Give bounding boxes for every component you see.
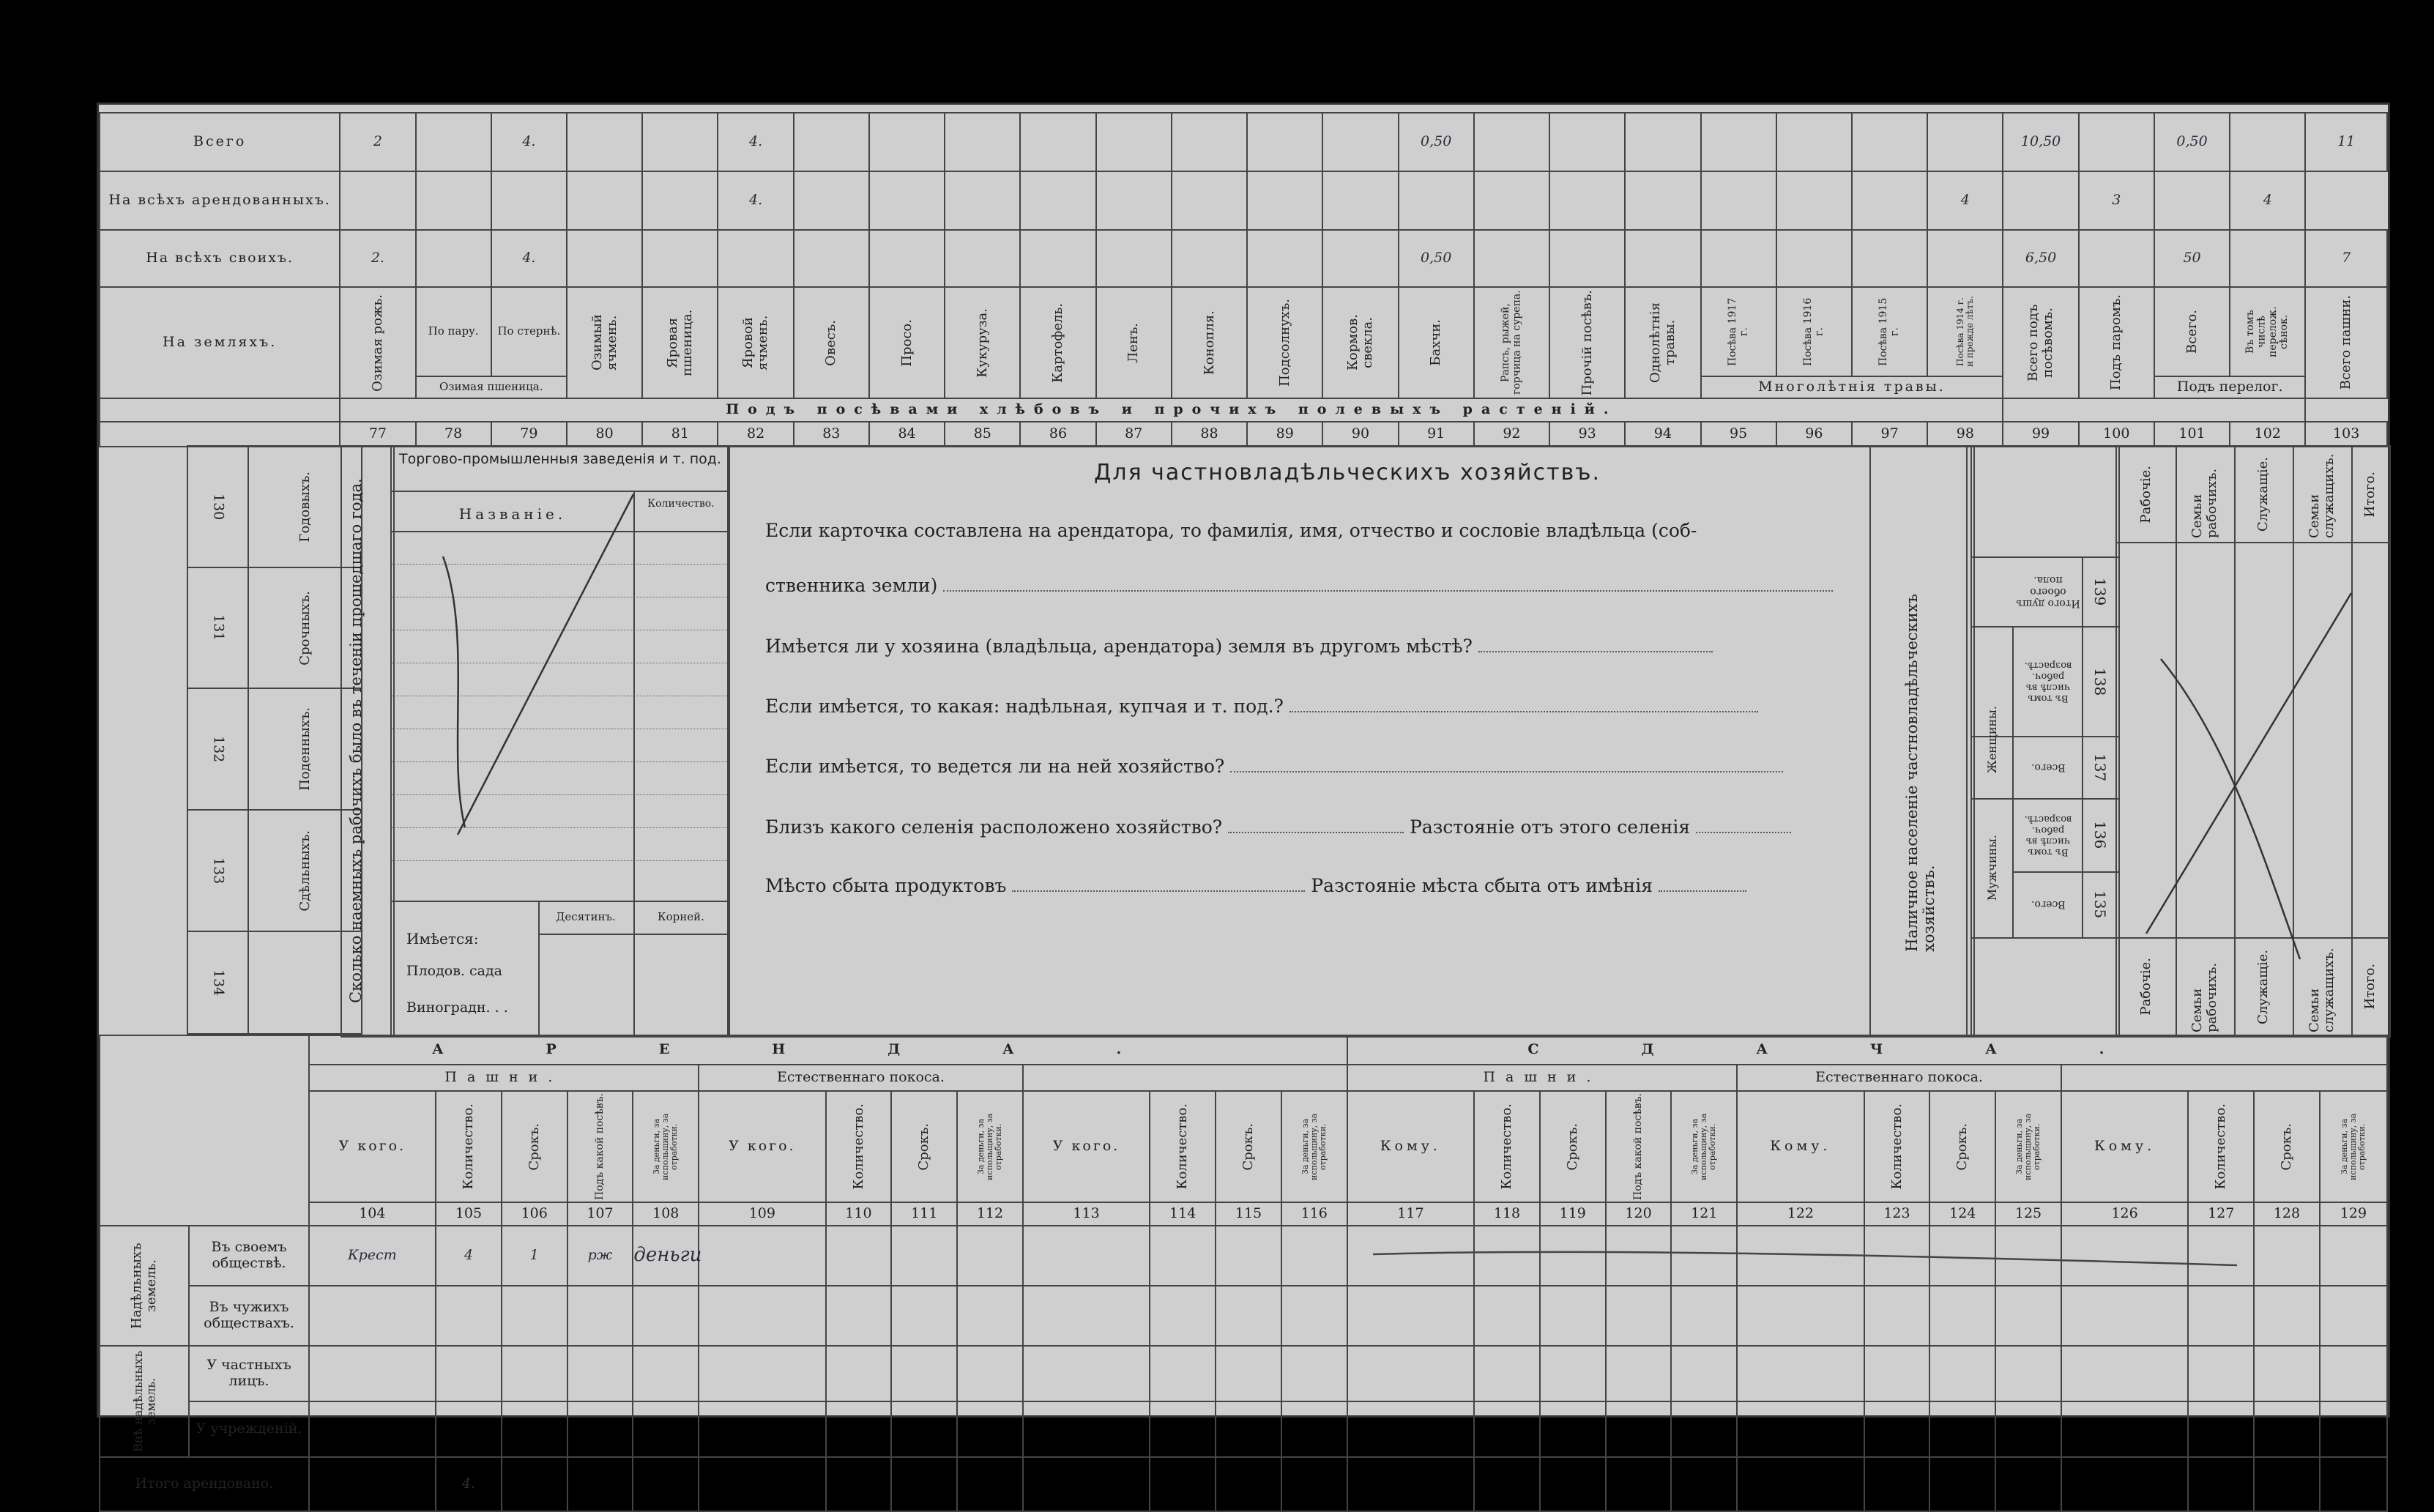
h-c79: По стернѣ. <box>491 287 567 376</box>
colnum: 129 <box>2320 1202 2387 1226</box>
colnum: 113 <box>1023 1202 1150 1226</box>
colnum: 94 <box>1625 422 1700 447</box>
h-c95: Посѣва 1917 г. <box>1726 297 1750 366</box>
arenda-header: АРЕНДА. <box>309 1035 1347 1065</box>
h-c96: Посѣва 1916 г. <box>1801 297 1826 366</box>
r1-c105: 4 <box>436 1226 502 1286</box>
h120: Подъ какой посѣвъ. <box>1631 1093 1644 1200</box>
h121: За деньги, за испольщину, за отработки. <box>1690 1113 1718 1180</box>
h117: Кому. <box>1347 1091 1474 1202</box>
colnum: 111 <box>891 1202 957 1226</box>
workers-top: Рабочiе. <box>2138 465 2154 524</box>
rented-c82: 4. <box>718 171 793 230</box>
h110: Количество. <box>850 1103 866 1190</box>
rented-c99: 4 <box>1927 171 2003 230</box>
own-c101: 50 <box>2154 230 2230 287</box>
colnum: 81 <box>642 422 718 447</box>
h-c90: Кормов. свекла. <box>1345 314 1375 371</box>
total-c101: 0,50 <box>2154 113 2230 171</box>
h116: За деньги, за испольщину, за отработки. <box>1300 1113 1328 1180</box>
colnum: 83 <box>794 422 869 447</box>
colnum: 127 <box>2188 1202 2254 1226</box>
sdacha-pokos: Естественнаго покоса. <box>1737 1065 2061 1091</box>
sdacha-pashni: Пашни. <box>1347 1065 1737 1091</box>
rented-c101: 3 <box>2079 171 2154 230</box>
q5-line <box>765 816 1791 838</box>
q3-line <box>765 696 1758 717</box>
r4-label: У учрежденiй. <box>189 1401 308 1457</box>
h-c101: Всего. <box>2184 309 2200 354</box>
colnum: 122 <box>1737 1202 1864 1226</box>
h127: Количество. <box>2213 1103 2229 1190</box>
h-c81: Яровая пшеница. <box>665 309 695 376</box>
trade-qty-header: Количество. <box>647 498 715 510</box>
colnum: 101 <box>2154 422 2230 447</box>
colnum: 108 <box>633 1202 699 1226</box>
colnum: 119 <box>1540 1202 1606 1226</box>
h-c98: Посѣва 1914 г. и прежде лѣтъ. <box>1954 296 1975 368</box>
n134: 134 <box>187 931 248 1034</box>
q5: Близъ какого селенiя расположено хозяйство? <box>765 816 1223 838</box>
colnum: 82 <box>718 422 793 447</box>
men-total: Всего. <box>2031 898 2066 910</box>
staff-crossout-mark <box>2117 447 2389 1036</box>
q4-line <box>765 756 1783 777</box>
colnum: 105 <box>436 1202 502 1226</box>
q3: Если имѣется, то какая: надѣльная, купчая и т. под.? <box>765 696 1284 717</box>
row-total-label: Всего <box>100 113 340 171</box>
r1-c106: 1 <box>502 1226 567 1286</box>
women-total: Всего. <box>2031 761 2066 773</box>
row-rented <box>100 171 2387 230</box>
q1b-line <box>765 575 1833 596</box>
r5-label: Итого арендовано. <box>100 1457 309 1511</box>
colnum: 128 <box>2254 1202 2320 1226</box>
private-farm-panel <box>727 445 1968 1038</box>
h-c101-102: Подъ перелог. <box>2154 376 2305 398</box>
q1b: ственника земли) <box>765 575 938 596</box>
colnum: 99 <box>2003 422 2078 447</box>
colnum: 80 <box>567 422 642 447</box>
colnum: 84 <box>869 422 945 447</box>
q5b: Разстоянiе отъ этого селенiя <box>1410 816 1691 838</box>
lease-col-numbers <box>100 1202 2387 1226</box>
hired-workers-table <box>187 445 362 1035</box>
total-c79: 4. <box>491 113 567 171</box>
r3-label: У частныхъ лицъ. <box>189 1346 308 1401</box>
hired-label-box <box>340 445 395 1038</box>
n131: 131 <box>187 567 248 689</box>
h-c86: Картофель. <box>1050 302 1066 383</box>
row-headers <box>100 287 2387 376</box>
nadel-label: Надѣльныхъ земель. <box>129 1243 160 1329</box>
n130: 130 <box>187 446 248 567</box>
h108: За деньги, за испольщину, за отработки. <box>652 1113 680 1180</box>
total-c77: 2 <box>340 113 415 171</box>
q2: Имѣется ли у хозяина (владѣльца, арендатора) земля въ другомъ мѣстѣ? <box>765 636 1473 657</box>
own-c77: 2. <box>340 230 415 287</box>
h126: Кому. <box>2061 1091 2188 1202</box>
h-c95-98: Многолѣтнiя травы. <box>1701 376 2003 398</box>
h-c91: Бахчи. <box>1428 319 1444 366</box>
hired-piece: Сдѣльныхъ. <box>297 830 313 912</box>
own-c99: 6,50 <box>2003 230 2078 287</box>
h-c89: Подсолнухъ. <box>1276 299 1292 387</box>
own-c79: 4. <box>491 230 567 287</box>
row-rented-label: На всѣхъ арендованныхъ. <box>100 171 340 230</box>
total-c91: 0,50 <box>1399 113 1474 171</box>
colnum: 115 <box>1216 1202 1281 1226</box>
population-counts-box <box>1970 445 2120 1038</box>
h-c87: Ленъ. <box>1125 322 1142 363</box>
land-label: На земляхъ. <box>100 287 340 398</box>
h114: Количество. <box>1175 1103 1191 1190</box>
orchard-label: Плодов. сада <box>406 963 502 979</box>
colnum: 123 <box>1864 1202 1930 1226</box>
total-souls-label: Итого душъ обоего пола. <box>2016 574 2080 609</box>
colnum: 78 <box>416 422 491 447</box>
colnum: 77 <box>340 422 415 447</box>
colnum: 96 <box>1776 422 1852 447</box>
h122: Кому. <box>1737 1091 1864 1202</box>
n137: 137 <box>2091 753 2109 782</box>
colnum: 103 <box>2305 422 2387 447</box>
sdacha-header: СДАЧА. <box>1347 1035 2387 1065</box>
own-c103: 7 <box>2305 230 2387 287</box>
h-c88: Конопля. <box>1201 310 1217 376</box>
q6: Мѣсто сбыта продуктовъ <box>765 875 1007 896</box>
colnum: 95 <box>1701 422 1776 447</box>
colnum: 118 <box>1474 1202 1540 1226</box>
trade-name-header: Названiе. <box>458 505 567 523</box>
colnum: 100 <box>2079 422 2154 447</box>
h129: За деньги, за испольщину, за отработки. <box>2339 1113 2367 1180</box>
r2-label: Въ чужихъ обществахъ. <box>189 1286 308 1346</box>
colnum: 110 <box>826 1202 892 1226</box>
h-c94: Однолѣтнiя травы. <box>1648 302 1678 384</box>
row-own <box>100 230 2387 287</box>
colnum: 85 <box>945 422 1020 447</box>
rented-c103: 4 <box>2230 171 2305 230</box>
h-c77: Озимая рожь. <box>370 294 386 392</box>
colnum: 79 <box>491 422 567 447</box>
h105: Количество. <box>461 1103 477 1190</box>
h106: Срокъ. <box>526 1122 542 1171</box>
n136: 136 <box>2091 821 2109 849</box>
arenda-pashni: Пашни. <box>309 1065 699 1091</box>
h-c78: По пару. <box>416 287 491 376</box>
total-c82: 4. <box>718 113 793 171</box>
q6-line <box>765 875 1746 896</box>
colnum: 120 <box>1606 1202 1672 1226</box>
families-bottom: Семьи рабочихъ. <box>2189 962 2219 1032</box>
vineyard-label: Виноградн. . . <box>406 999 508 1016</box>
colnum: 106 <box>502 1202 567 1226</box>
hired-term: Срочныхъ. <box>297 590 313 666</box>
servant-families-bottom: Семьи служащихъ. <box>2307 947 2337 1032</box>
colnum: 124 <box>1929 1202 1995 1226</box>
colnum: 126 <box>2061 1202 2188 1226</box>
row-total <box>100 113 2387 171</box>
h109: У кого. <box>699 1091 825 1202</box>
colnum: 116 <box>1281 1202 1347 1226</box>
h113: У кого. <box>1023 1091 1150 1202</box>
h-c85: Кукуруза. <box>974 308 990 378</box>
sdacha-strike-mark <box>1358 1232 2259 1276</box>
row-own-label: На всѣхъ своихъ. <box>100 230 340 287</box>
h125: За деньги, за испольщину, за отработки. <box>2014 1113 2042 1180</box>
h-c80: Озимый ячмень. <box>589 314 619 371</box>
colnum: 109 <box>699 1202 825 1226</box>
lease-row-other-society <box>100 1286 2387 1346</box>
colnum: 104 <box>309 1202 436 1226</box>
q4: Если имѣется, то ведется ли на ней хозяйство? <box>765 756 1225 777</box>
h-c84: Просо. <box>898 319 915 367</box>
women-label: Женщины. <box>1985 705 2000 774</box>
colnum: 88 <box>1172 422 1247 447</box>
colnum: 125 <box>1995 1202 2061 1226</box>
n135: 135 <box>2091 890 2109 919</box>
total-c105: 4. <box>436 1457 502 1511</box>
row-banner <box>100 398 2387 422</box>
colnum: 86 <box>1020 422 1095 447</box>
h-c93: Прочiй посѣвъ. <box>1579 289 1595 396</box>
colnum: 93 <box>1549 422 1625 447</box>
sown-banner: Подъ посѣвами хлѣбовъ и прочихъ полевыхъ растенiй. <box>340 398 2003 422</box>
servants-top: Служащiе. <box>2255 457 2271 532</box>
h-c99: Всего подъ посѣвомъ. <box>2025 304 2056 381</box>
vne-nadel-label: Внѣ надѣльныхъ земель. <box>130 1350 158 1453</box>
colnum: 89 <box>1247 422 1322 447</box>
n132: 132 <box>187 688 248 810</box>
row-col-numbers <box>100 422 2387 447</box>
h115: Срокъ. <box>1240 1122 1257 1171</box>
has-label: Имѣется: <box>406 930 479 947</box>
dess-header: Десятинъ. <box>556 910 616 923</box>
h124: Срокъ. <box>1954 1122 1970 1171</box>
q2-line <box>765 636 1713 657</box>
lease-row-total <box>100 1457 2387 1511</box>
h-c97: Посѣва 1915 г. <box>1877 297 1901 366</box>
trade-crossout-mark <box>392 447 729 1036</box>
colnum: 114 <box>1150 1202 1216 1226</box>
trade-box <box>390 445 730 1038</box>
staff-box <box>2115 445 2391 1038</box>
hired-annual: Годовыхъ. <box>297 471 313 543</box>
hired-label: Сколько наемныхъ рабочихъ было въ теченiи прошедшаго года. <box>347 478 365 1003</box>
q6b: Разстоянiе мѣста сбыта отъ имѣнiя <box>1311 875 1653 896</box>
servant-families-top: Семьи служащихъ. <box>2307 453 2337 538</box>
colnum: 91 <box>1399 422 1474 447</box>
h-c100: Подъ паромъ. <box>2108 294 2124 391</box>
r1-c108: деньги <box>633 1226 699 1286</box>
total-top: Итого. <box>2362 471 2378 518</box>
q1a: Если карточка составлена на арендатора, то фамилiя, имя, отчество и сословiе владѣльца (соб- <box>765 520 1697 541</box>
colnum: 102 <box>2230 422 2305 447</box>
colnum: 121 <box>1671 1202 1737 1226</box>
workers-bottom: Рабочiе. <box>2138 958 2154 1016</box>
colnum: 107 <box>567 1202 633 1226</box>
h112: За деньги, за испольщину, за отработки. <box>975 1113 1003 1180</box>
r1-c104: Крест <box>309 1226 436 1286</box>
men-workage: Въ томъ числѣ въ рабоч. возрастѣ. <box>2024 813 2072 857</box>
n133: 133 <box>187 810 248 931</box>
trade-title: Торгово-промышленныя заведенiя и т. под. <box>399 451 721 467</box>
n138: 138 <box>2091 667 2109 696</box>
h128: Срокъ. <box>2279 1122 2295 1171</box>
own-c91: 0,50 <box>1399 230 1474 287</box>
h118: Количество. <box>1499 1103 1515 1190</box>
total-c99: 10,50 <box>2003 113 2078 171</box>
r1-label: Въ своемъ обществѣ. <box>189 1226 308 1286</box>
colnum: 117 <box>1347 1202 1474 1226</box>
women-workage: Въ томъ числѣ въ рабоч. возрастѣ. <box>2024 660 2072 704</box>
total-c103: 11 <box>2305 113 2387 171</box>
h-c92: Рапсъ, рыжей, горчица на сурепа. <box>1500 290 1523 395</box>
h107: Подъ какой посѣвъ. <box>593 1093 606 1200</box>
colnum: 97 <box>1852 422 1927 447</box>
h123: Количество. <box>1888 1103 1905 1190</box>
h104: У кого. <box>309 1091 436 1202</box>
n139: 139 <box>2091 577 2109 606</box>
colnum: 87 <box>1096 422 1172 447</box>
colnum: 90 <box>1322 422 1398 447</box>
h-c102: Въ томъ числѣ перелож. сѣнок. <box>2244 306 2290 357</box>
arenda-pokos: Естественнаго покоса. <box>699 1065 1023 1091</box>
census-card-sheet <box>97 103 2390 1492</box>
h119: Срокъ. <box>1564 1122 1580 1171</box>
h-c103: Всего пашни. <box>2338 295 2354 390</box>
hired-daily: Поденныхъ. <box>297 707 313 792</box>
h-c83: Овесъ. <box>823 319 839 366</box>
panel-title: Для частновладѣльческихъ хозяйствъ. <box>1093 460 1601 485</box>
h-c78-79: Озимая пшеница. <box>416 376 567 398</box>
men-label: Мужчины. <box>1985 834 2000 901</box>
colnum: 112 <box>957 1202 1023 1226</box>
h111: Срокъ. <box>916 1122 932 1171</box>
h-c82: Яровой ячмень. <box>740 315 771 370</box>
lease-row-private <box>100 1346 2387 1401</box>
colnum: 98 <box>1927 422 2003 447</box>
korn-header: Корней. <box>658 910 704 923</box>
servants-bottom: Служащiе. <box>2255 949 2271 1024</box>
lease-row-institutions <box>100 1401 2387 1457</box>
total-bottom: Итого. <box>2362 964 2378 1010</box>
population-label: Наличное населенiе частновладѣльческихъ хозяйствъ. <box>1903 594 1938 952</box>
r1-c107: рж <box>567 1226 633 1286</box>
population-label-box <box>1869 445 1975 1038</box>
families-top: Семьи рабочихъ. <box>2189 468 2219 538</box>
sown-area-table <box>99 112 2388 447</box>
colnum: 92 <box>1474 422 1549 447</box>
